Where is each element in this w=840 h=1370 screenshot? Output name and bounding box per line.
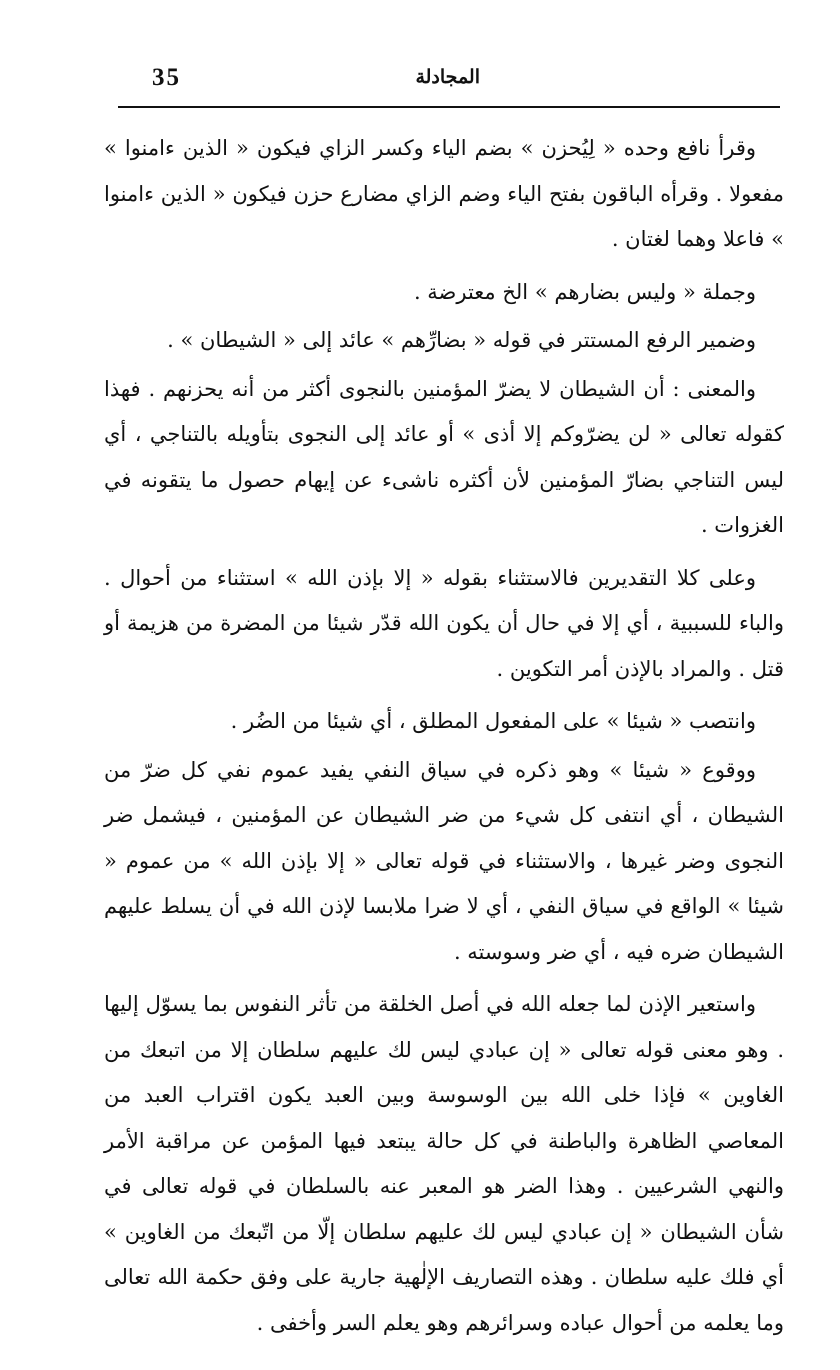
running-title: المجادلة: [415, 66, 480, 88]
paragraph-2: وجملة « وليس بضارهم » الخ معترضة .: [413, 279, 756, 304]
paragraph-3: وضمير الرفع المستتر في قوله « بضارِّهم » عائد إلى « الشيطان » .: [167, 328, 756, 352]
page-number: 35: [152, 64, 181, 91]
paragraph-4: والمعنى : أن الشيطان لا يضرّ المؤمنين بالنجوى أكثر من أنه يحزنهم . فهذا كقوله تعالى « لن يضرّوكم إلا أذى » أو عائد إلى النجوى بتأويله بالتناجي ، أي ليس التناجي بضارّ المؤمنين لأن أكثره ناشىء عن إيهام حصول ما يتقونه في الغزوات .: [104, 376, 784, 537]
paragraph-5: وعلى كلا التقديرين فالاستثناء بقوله « إلا بإذن الله » استثناء من أحوال . والباء للسببية ، أي إلا في حال أن يكون الله قدّر شيئا من المضرة من هزيمة أو قتل . والمراد بالإذن أمر التكوين .: [104, 565, 784, 681]
body-text: [104, 126, 784, 1353]
paragraph-6: وانتصب « شيئا » على المفعول المطلق ، أي شيئا من الضُر .: [230, 709, 756, 733]
paragraph-1: وقرأ نافع وحده « لِيُحزن » بضم الياء وكسر الزاي فيكون « الذين ءامنوا » مفعولا . وقرأه الباقون بفتح الياء وضم الزاي مضارع حزن فيكون « الذين ءامنوا » فاعلا وهما لغتان .: [104, 136, 784, 251]
paragraph-7: ووقوع « شيئا » وهو ذكره في سياق النفي يفيد عموم نفي كل ضرّ من الشيطان ، أي انتفى كل شيء من ضر الشيطان عن المؤمنين ، فيشمل ضر النجوى وضر غيرها ، والاستثناء في قوله تعالى « إلا بإذن الله » من عموم « شيئا » الواقع في سياق النفي ، أي لا ضرا ملابسا لإذن الله في أن يسلط عليهم الشيطان ضره فيه ، أي ضر وسوسته .: [104, 757, 784, 964]
paragraph-8: واستعير الإذن لما جعله الله في أصل الخلقة من تأثر النفوس بما يسوّل إليها . وهو معنى قوله تعالى « إن عبادي ليس لك عليهم سلطان إلا من اتبعك من الغاوين » فإذا خلى الله بين الوسوسة وبين العبد يكون اقتراب العبد من المعاصي الظاهرة والباطنة في كل حالة يبتعد فيها المؤمن عن مراقبة الأمر والنهي الشرعيين . وهذا الضر هو المعبر عنه بالسلطان في قوله تعالى في شأن الشيطان « إن عبادي ليس لك عليهم سلطان إلّا من اتّبعك من الغاوين » أي فلك عليه سلطان . وهذه التصاريف الإلٰهية جارية على وفق حكمة الله تعالى وما يعلمه من أحوال عباده وسرائرهم وهو يعلم السر وأخفى .: [104, 992, 784, 1335]
running-header: [112, 56, 778, 104]
header-rule: [118, 106, 780, 108]
